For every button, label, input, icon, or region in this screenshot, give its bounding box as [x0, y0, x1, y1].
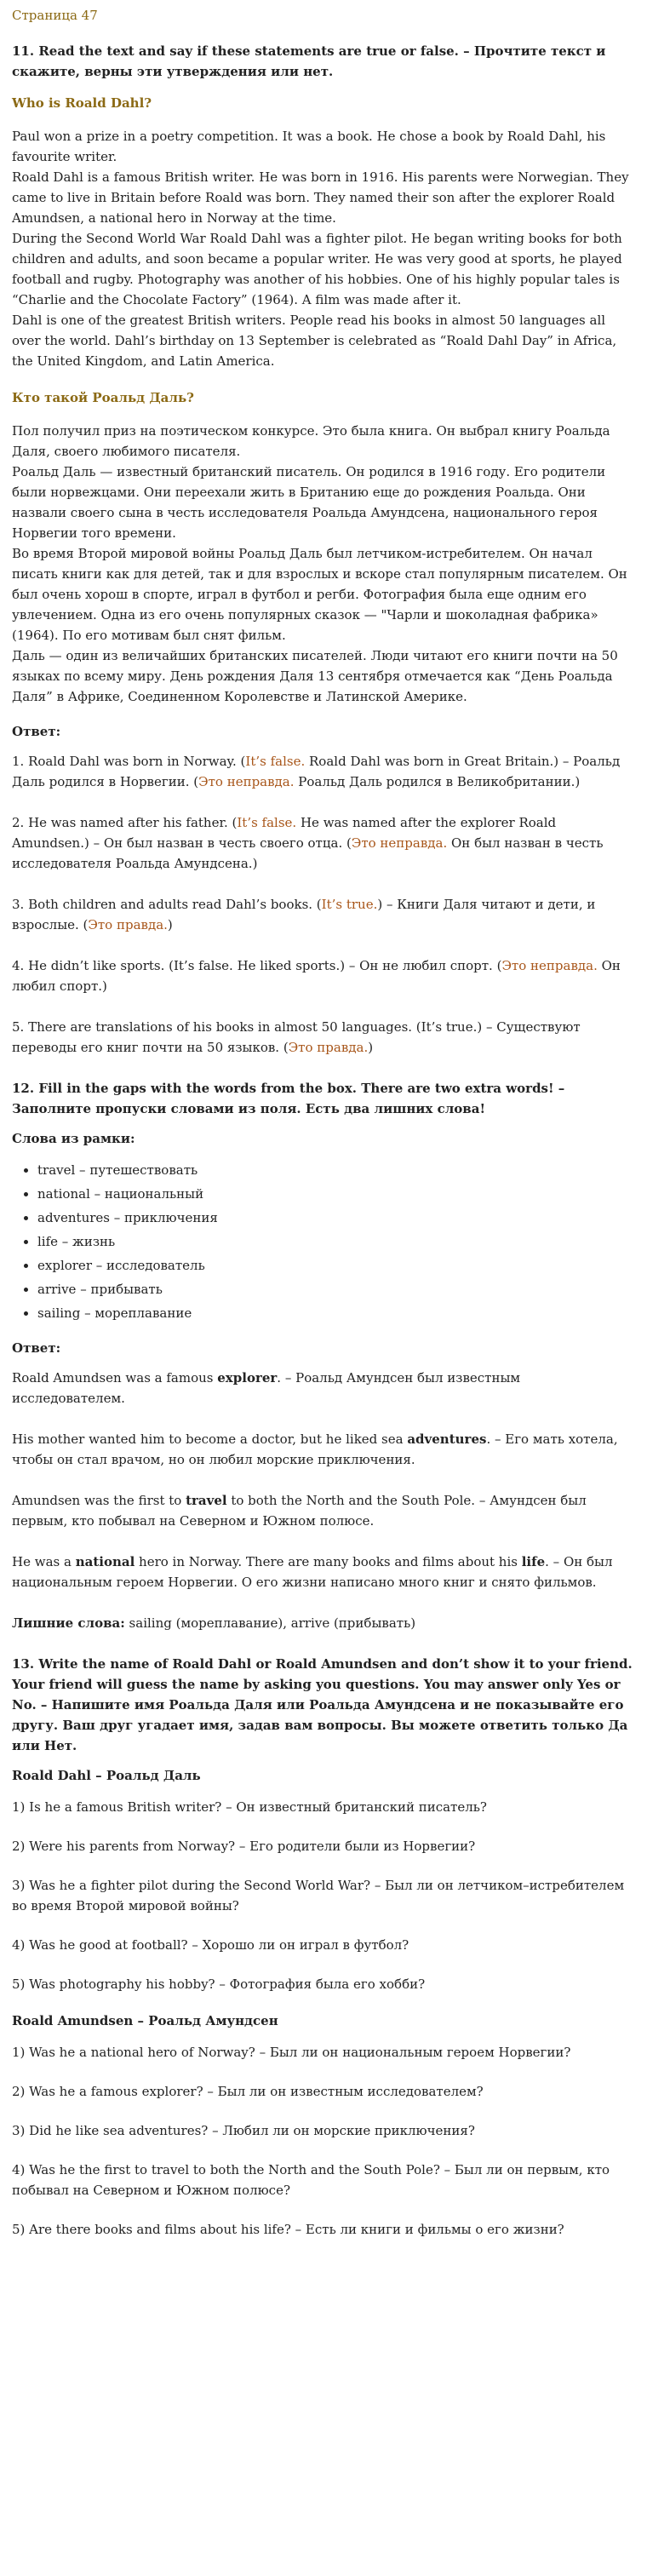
- words-label: Слова из рамки:: [12, 1131, 135, 1146]
- text-en-paragraph: Dahl is one of the greatest British writers. People read his books in almost 50 languages all over the world. Dahl’s birthday on 13 September is celebrated as “Roald Dahl Day” in Africa, the United Kingdom, and Latin America.: [12, 313, 617, 369]
- answer-text: ): [167, 917, 173, 932]
- page-number-breadcrumb[interactable]: Страница 47: [12, 8, 98, 23]
- sentence-text: Roald Amundsen was a famous: [12, 1370, 218, 1386]
- answer-verdict-en: It’s false.: [237, 815, 297, 830]
- question-item: 2) Was he a famous explorer? – Был ли он известным исследователем?: [12, 2084, 484, 2099]
- sentence-text: hero in Norway. There are many books and films about his: [135, 1554, 522, 1569]
- answer-verdict-ru: Это неправда.: [501, 958, 598, 973]
- list-item: • adventures – приключения: [37, 1206, 635, 1230]
- question-item: 4) Was he good at football? – Хорошо ли он играл в футбол?: [12, 1937, 409, 1953]
- amundsen-heading: Roald Amundsen – Роальд Амундсен: [12, 2013, 278, 2028]
- text-ru-paragraph: Во время Второй мировой войны Роальд Даль был летчиком-истребителем. Он начал писать книги как для детей, так и для взрослых и вскоре стал популярным писателем. Он был очень хорош в спорте, играл в футбол и регби. Фотография была еще одним его увлечением. Одна из его очень популярных сказок — "Чарли и шоколадная фабрика» (1964). По его мотивам был снят фильм.: [12, 546, 627, 643]
- extra-words: [12, 1613, 635, 1633]
- answer-text: Roald Dahl was born in Great Britain.) – Роальд Даль родился в Норвегии. (: [12, 754, 621, 789]
- sentence-text: . – Роальд Амундсен был известным исследователем.: [12, 1370, 521, 1406]
- question-item: 5) Are there books and films about his life? – Есть ли книги и фильмы о его жизни?: [12, 2222, 564, 2237]
- answer-text: Он был назван в честь исследователя Роальда Амундсена.): [12, 835, 604, 871]
- sentence-text: Amundsen was the first to: [12, 1493, 186, 1508]
- text-ru: [12, 421, 635, 707]
- gap-sentence-2: [12, 1429, 635, 1470]
- answer-text: 1. Roald Dahl was born in Norway. (: [12, 754, 246, 769]
- heading-ru: Кто такой Роальд Даль?: [12, 390, 194, 405]
- sentence-text: . – Его мать хотела, чтобы он стал врачом, но он любил морские приключения.: [12, 1431, 618, 1467]
- gap-sentence-4: [12, 1552, 635, 1592]
- answer-2: [12, 812, 635, 874]
- gap-sentence-1: [12, 1368, 635, 1408]
- answer-verdict-ru: Это неправда.: [198, 774, 295, 789]
- list-item: • arrive – прибывать: [37, 1277, 635, 1301]
- question-item: 4) Was he the first to travel to both the North and the South Pole? – Был ли он первым, кто побывал на Северном и Южном полюсе?: [12, 2162, 610, 2198]
- question-item: 1) Was he a national hero of Norway? – Был ли он национальным героем Норвегии?: [12, 2045, 571, 2060]
- list-item: • national – национальный: [37, 1182, 635, 1206]
- filled-word: adventures: [407, 1431, 487, 1447]
- extra-words-value: sailing (мореплавание), arrive (прибывать): [124, 1615, 416, 1631]
- question-item: 5) Was photography his hobby? – Фотография была его хобби?: [12, 1976, 426, 1992]
- extra-words-label: Лишние слова:: [12, 1615, 125, 1631]
- text-ru-paragraph: Пол получил приз на поэтическом конкурсе. Это была книга. Он выбрал книгу Роальда Даля, своего любимого писателя.: [12, 423, 610, 459]
- answer-verdict-ru: Это правда.: [88, 917, 168, 932]
- task-13-title: 13. Write the name of Roald Dahl or Roald Amundsen and don’t show it to your friend. Your friend will guess the name by asking you questions. You may answer only Yes or No. – Напишите имя Роальда Даля или Роальда Амундсена и не показывайте его другу. Ваш друг угадает имя, задав вам вопросы. Вы можете ответить только Да или Нет.: [12, 1656, 633, 1753]
- dahl-heading: Roald Dahl – Роальд Даль: [12, 1768, 201, 1783]
- task-12-title: 12. Fill in the gaps with the words from the box. There are two extra words! – Заполните пропуски словами из поля. Есть два лишних слова!: [12, 1081, 565, 1116]
- answer-text: 2. He was named after his father. (: [12, 815, 238, 830]
- answer-text: He was named after the explorer Roald Amundsen.) – Он был назван в честь своего отца. (: [12, 815, 557, 851]
- filled-word: life: [521, 1554, 546, 1569]
- gap-sentence-3: [12, 1490, 635, 1531]
- answer-4: [12, 955, 635, 996]
- question-item: 1) Is he a famous British writer? – Он известный британский писатель?: [12, 1799, 487, 1815]
- sentence-text: to both the North and the South Pole. – Амундсен был первым, кто побывал на Северном и Южном полюсе.: [12, 1493, 587, 1529]
- answer-text: 5. There are translations of his books in almost 50 languages. (It’s true.) – Существуют переводы его книг почти на 50 языков. (: [12, 1019, 581, 1055]
- answer-label-11: Ответ:: [12, 724, 61, 739]
- answer-text: 3. Both children and adults read Dahl’s books. (: [12, 897, 322, 912]
- answer-text: Он любил спорт.): [12, 958, 621, 994]
- answer-label-12: Ответ:: [12, 1340, 61, 1356]
- answer-1: [12, 751, 635, 792]
- text-en-paragraph: During the Second World War Roald Dahl was a fighter pilot. He began writing books for both children and adults, and soon became a popular writer. He was very good at sports, he played football and rugby. Photography was another of his hobbies. One of his highly popular tales is “Charlie and the Chocolate Factory” (1964). A film was made after it.: [12, 231, 622, 307]
- text-en-paragraph: Paul won a prize in a poetry competition. It was a book. He chose a book by Roald Dahl, his favourite writer.: [12, 129, 606, 164]
- answer-text: Роальд Даль родился в Великобритании.): [294, 774, 581, 789]
- word-list: [12, 1158, 635, 1325]
- filled-word: travel: [186, 1493, 227, 1508]
- answer-text: ): [368, 1040, 374, 1055]
- task-11-title: 11. Read the text and say if these statements are true or false. – Прочтите текст и скажите, верны эти утверждения или нет.: [12, 43, 606, 79]
- answer-text: ) – Книги Даля читают и дети, и взрослые. (: [12, 897, 596, 932]
- text-ru-paragraph: Роальд Даль — известный британский писатель. Он родился в 1916 году. Его родители были норвежцами. Они переехали жить в Британию еще до рождения Роальда. Они назвали своего сына в честь исследователя Роальда Амундсена, национального героя Норвегии того времени.: [12, 464, 606, 541]
- answer-verdict-en: It’s true.: [321, 897, 378, 912]
- filled-word: explorer: [217, 1370, 278, 1386]
- answer-verdict-ru: Это неправда.: [351, 835, 448, 851]
- heading-en: Who is Roald Dahl?: [12, 95, 152, 111]
- answer-5: [12, 1017, 635, 1058]
- list-item: • life – жизнь: [37, 1230, 635, 1254]
- question-item: 3) Was he a fighter pilot during the Second World War? – Был ли он летчиком–истребителем во время Второй мировой войны?: [12, 1878, 625, 1913]
- list-item: • sailing – мореплавание: [37, 1301, 635, 1325]
- question-item: 2) Were his parents from Norway? – Его родители были из Норвегии?: [12, 1839, 476, 1854]
- answer-3: [12, 894, 635, 935]
- text-ru-paragraph: Даль — один из величайших британских писателей. Люди читают его книги почти на 50 языках по всему миру. День рождения Даля 13 сентября отмечается как “День Роальда Даля” в Африке, Соединенном Королевстве и Латинской Америке.: [12, 648, 618, 704]
- answer-verdict-ru: Это правда.: [288, 1040, 369, 1055]
- answer-verdict-en: It’s false.: [245, 754, 306, 769]
- list-item: • explorer – исследователь: [37, 1254, 635, 1277]
- question-item: 3) Did he like sea adventures? – Любил ли он морские приключения?: [12, 2123, 475, 2138]
- text-en: [12, 126, 635, 371]
- list-item: • travel – путешествовать: [37, 1158, 635, 1182]
- answer-text: 4. He didn’t like sports. (It’s false. He liked sports.) – Он не любил спорт. (: [12, 958, 502, 973]
- sentence-text: He was a: [12, 1554, 76, 1569]
- text-en-paragraph: Roald Dahl is a famous British writer. He was born in 1916. His parents were Norwegian. They came to live in Britain before Roald was born. They named their son after the explorer Roald Amundsen, a national hero in Norway at the time.: [12, 169, 629, 226]
- filled-word: national: [75, 1554, 135, 1569]
- sentence-text: . – Он был национальным героем Норвегии. О его жизни написано много книг и снято фильмов.: [12, 1554, 613, 1590]
- sentence-text: His mother wanted him to become a doctor, but he liked sea: [12, 1431, 408, 1447]
